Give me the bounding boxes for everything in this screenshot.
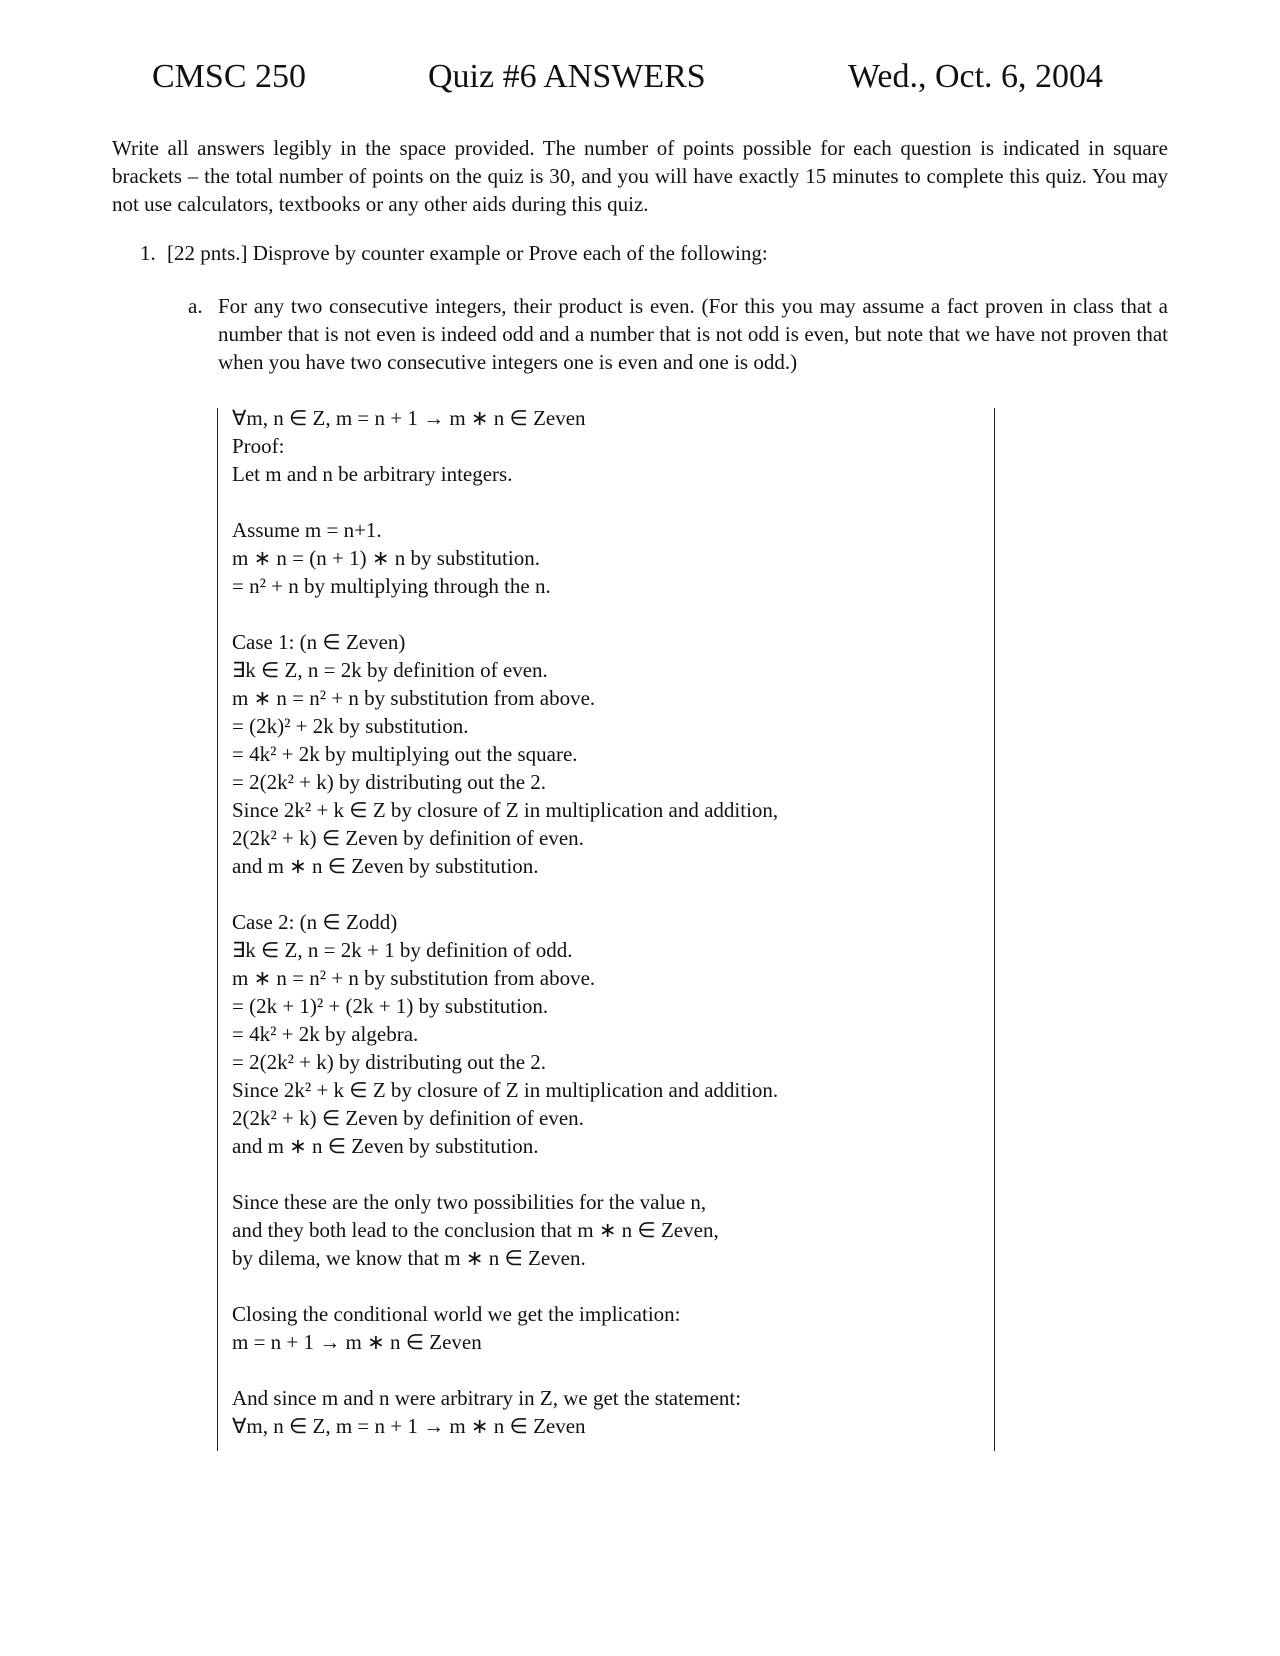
course-code: CMSC 250 xyxy=(152,58,306,95)
proof-spacer xyxy=(232,488,992,516)
proof-line: = 4k² + 2k by algebra. xyxy=(232,1022,419,1046)
proof-line: Case 1: (n ∈ Zeven) xyxy=(232,630,406,654)
question-text: [22 pnts.] Disprove by counter example or Prove each of the following: xyxy=(167,241,768,265)
proof-line: Since 2k² + k ∈ Z by closure of Z in multiplication and addition, xyxy=(232,798,779,822)
proof-line: Let m and n be arbitrary integers. xyxy=(232,462,513,486)
proof-line: = (2k + 1)² + (2k + 1) by substitution. xyxy=(232,994,549,1018)
proof-line: = 4k² + 2k by multiplying out the square. xyxy=(232,742,578,766)
proof-line: ∀m, n ∈ Z, m = n + 1 → m ∗ n ∈ Zeven xyxy=(232,406,586,430)
proof-line: ∃k ∈ Z, n = 2k + 1 by definition of odd. xyxy=(232,938,573,962)
proof-line: = n² + n by multiplying through the n. xyxy=(232,574,551,598)
proof-line: = 2(2k² + k) by distributing out the 2. xyxy=(232,1050,547,1074)
proof-line: Since 2k² + k ∈ Z by closure of Z in multiplication and addition. xyxy=(232,1078,779,1102)
proof-line: And since m and n were arbitrary in Z, we get the statement: xyxy=(232,1386,742,1410)
quiz-title: Quiz #6 ANSWERS xyxy=(428,58,706,95)
proof-line: = (2k)² + 2k by substitution. xyxy=(232,714,469,738)
proof-line: Proof: xyxy=(232,434,285,458)
instructions: Write all answers legibly in the space provided. The number of points possible for each question is indicated in square brackets – the total number of points on the quiz is 30, and you will have exactly 15 minutes to complete this quiz. You may not use calculators, textbooks or any other aids during this quiz. xyxy=(112,136,1168,216)
proof-line: by dilema, we know that m ∗ n ∈ Zeven. xyxy=(232,1246,586,1270)
question-number: 1. xyxy=(140,241,156,265)
quiz-header xyxy=(0,58,1280,108)
proof-line: m ∗ n = n² + n by substitution from above. xyxy=(232,686,596,710)
question-1 xyxy=(140,239,1160,267)
proof-answer xyxy=(232,404,992,1440)
proof-line: Closing the conditional world we get the implication: xyxy=(232,1302,681,1326)
proof-line: Since these are the only two possibilities for the value n, xyxy=(232,1190,707,1214)
proof-line: ∀m, n ∈ Z, m = n + 1 → m ∗ n ∈ Zeven xyxy=(232,1414,586,1438)
proof-spacer xyxy=(232,600,992,628)
proof-line: m = n + 1 → m ∗ n ∈ Zeven xyxy=(232,1330,482,1354)
proof-spacer xyxy=(232,1356,992,1384)
proof-line: m ∗ n = (n + 1) ∗ n by substitution. xyxy=(232,546,540,570)
proof-line: m ∗ n = n² + n by substitution from above. xyxy=(232,966,596,990)
proof-line: ∃k ∈ Z, n = 2k by definition of even. xyxy=(232,658,548,682)
proof-line: 2(2k² + k) ∈ Zeven by definition of even. xyxy=(232,1106,584,1130)
proof-line: and m ∗ n ∈ Zeven by substitution. xyxy=(232,854,539,878)
part-label: a. xyxy=(188,294,203,318)
quiz-date: Wed., Oct. 6, 2004 xyxy=(848,58,1104,95)
part-text: For any two consecutive integers, their product is even. (For this you may assume a fact proven in class that a number that is not even is indeed odd and a number that is not odd is even, but note that we have not proven that when you have two consecutive integers one is even and one is odd.) xyxy=(218,294,1168,374)
proof-line: = 2(2k² + k) by distributing out the 2. xyxy=(232,770,547,794)
proof-spacer xyxy=(232,1272,992,1300)
proof-line: Case 2: (n ∈ Zodd) xyxy=(232,910,398,934)
proof-line: 2(2k² + k) ∈ Zeven by definition of even. xyxy=(232,826,584,850)
proof-line: Assume m = n+1. xyxy=(232,518,382,542)
question-1a xyxy=(188,292,1168,376)
proof-line: and m ∗ n ∈ Zeven by substitution. xyxy=(232,1134,539,1158)
proof-spacer xyxy=(232,1160,992,1188)
proof-spacer xyxy=(232,880,992,908)
proof-line: and they both lead to the conclusion that m ∗ n ∈ Zeven, xyxy=(232,1218,719,1242)
